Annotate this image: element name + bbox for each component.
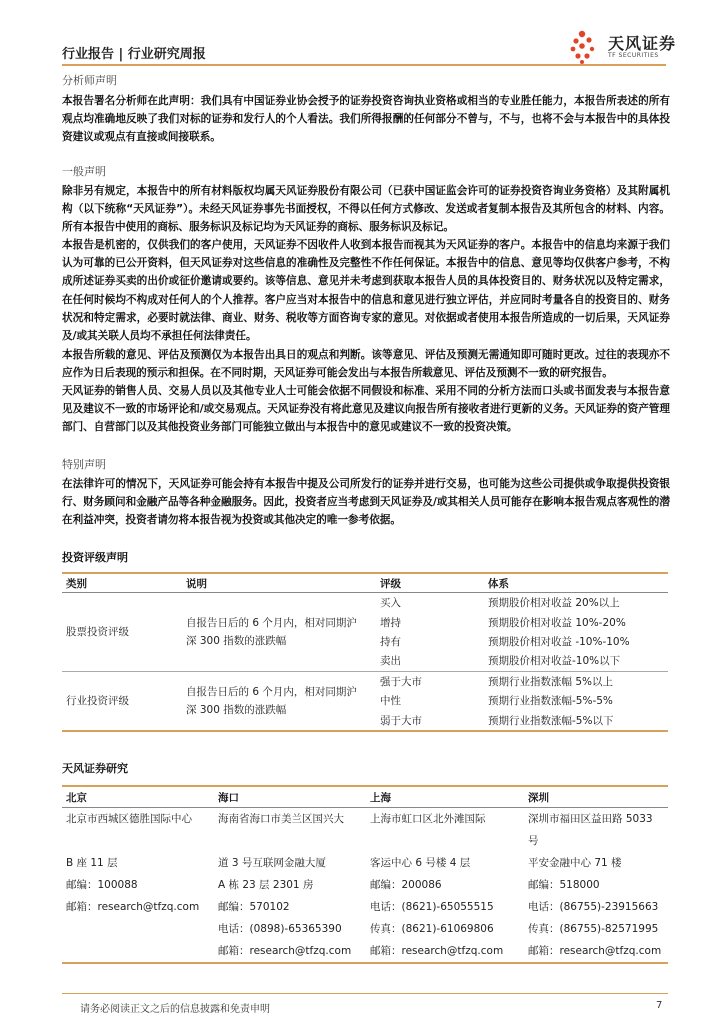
- contact-cell: 邮编：200086: [370, 879, 442, 891]
- rating-description: [182, 671, 376, 731]
- research-section-title: 天风证券研究: [62, 762, 128, 775]
- rating-description-line: 深 300 指数的涨跌幅: [186, 703, 287, 716]
- rating-category: 股票投资评级: [62, 593, 182, 672]
- rating-description-line: 自报告日后的 6 个月内，相对同期沪: [186, 685, 357, 698]
- rating-level: 卖出: [376, 651, 484, 671]
- contact-cell: 邮箱：research@tfzq.com: [366, 940, 524, 963]
- city-header-shanghai: 上海: [366, 786, 524, 808]
- contact-cell: 平安金融中心 71 楼: [528, 857, 622, 869]
- contact-cell: 道 3 号互联网金融大厦: [218, 857, 326, 869]
- city-header-haikou: 海口: [214, 786, 366, 808]
- general-statement-title: 一般声明: [62, 165, 106, 178]
- contact-header-row: [62, 786, 668, 808]
- footer-disclaimer: 请务必阅读正文之后的信息披露和免责申明: [80, 1004, 270, 1015]
- contact-cell: 海南省海口市美兰区国兴大: [218, 813, 344, 825]
- rating-level: 中性: [380, 695, 401, 708]
- contact-cell: 邮编：518000: [528, 879, 600, 891]
- general-statement-p3: 本报告所载的意见、评估及预测仅为本报告出具日的观点和判断。该等意见、评估及预测无需通知即可随时更改。过往的表现亦不应作为日后表现的预示和担保。在不同时期，天风证券可能会发出与本报告所载意见、评估及预测不一致的研究报告。: [62, 349, 670, 380]
- rating-description-line: 深 300 指数的涨跌幅: [186, 634, 287, 647]
- rating-row: [62, 671, 668, 691]
- contact-cell: 电话：(86755)-23915663: [528, 901, 659, 913]
- general-statement-p1: 除非另有规定，本报告中的所有材料版权均属天风证券股份有限公司（已获中国证监会许可的证券投资咨询业务资格）及其附属机构（以下统称“天风证券”）。未经天风证券事先书面授权，不得以任何方式修改、发送或者复制本报告及其所包含的材料、内容。所有本报告中使用的商标、服务标识及标记均为天风证券的商标、服务标识及标记。: [62, 185, 670, 234]
- contact-cell: [62, 918, 214, 940]
- contact-cell: 邮编：570102: [218, 901, 290, 913]
- page-number: 7: [656, 1000, 663, 1011]
- rating-row: [62, 593, 668, 613]
- general-statement-p2: 本报告是机密的，仅供我们的客户使用，天风证券不因收件人收到本报告而视其为天风证券的客户。本报告中的信息均来源于我们认为可靠的已公开资料，但天风证券对这些信息的准确性及完整性不作任何保证。本报告中的信息、意见等均仅供客户参考，不构成所述证券买卖的出价或征价邀请或要约。该等信息、意见并未考虑到获取本报告人员的具体投资目的、财务状况以及特定需求，在任何时候均不构成对任何人的个人推荐。客户应当对本报告中的信息和意见进行独立评估，并应同时考量各自的投资目的、财务状况和特定需求，必要时就法律、商业、财务、税收等方面咨询专家的意见。对依据或者使用本报告所造成的一切后果，天风证券及/或其关联人员均不承担任何法律责任。: [62, 239, 670, 343]
- rating-system: 预期股价相对收益 -10%-10%: [488, 635, 630, 648]
- contact-row: [62, 918, 668, 940]
- rating-level: 增持: [380, 616, 401, 629]
- logo-text: 天风证券: [608, 34, 677, 53]
- rating-header-system: 体系: [484, 573, 668, 593]
- contact-cell: 北京市西城区德胜国际中心: [66, 813, 192, 825]
- contact-row: [62, 940, 668, 963]
- rating-system: 预期股价相对收益 10%-20%: [488, 616, 626, 629]
- contact-row: [62, 896, 668, 918]
- rating-table: [62, 572, 668, 732]
- rating-description-line: 自报告日后的 6 个月内，相对同期沪: [186, 616, 357, 629]
- special-statement-body: 在法律许可的情况下，天风证券可能会持有本报告中提及公司所发行的证券并进行交易，也可能为这些公司提供或争取提供投资银行、财务顾问和金融产品等各种金融服务。因此，投资者应当考虑到天风证券及/或其相关人员可能存在影响本报告观点客观性的潜在利益冲突，投资者请勿将本报告视为投资或其他决定的唯一参考依据。: [62, 478, 670, 527]
- contact-cell: 邮编：100088: [66, 879, 138, 891]
- contact-cell: 电话：(0898)-65365390: [218, 923, 342, 935]
- rating-system: 预期股价相对收益-10%以下: [484, 651, 668, 671]
- footer-divider: [62, 993, 668, 994]
- contact-cell: 邮箱：research@tfzq.com: [66, 901, 200, 913]
- rating-level: 买入: [380, 597, 401, 610]
- contact-cell: 传真：(86755)-82571995: [528, 923, 659, 935]
- contact-cell: 邮箱：research@tfzq.com: [214, 940, 366, 963]
- contact-cell: 客运中心 6 号楼 4 层: [370, 857, 471, 869]
- city-header-beijing: 北京: [62, 786, 214, 808]
- rating-header-rating: 评级: [376, 573, 484, 593]
- contact-cell: B 座 11 层: [66, 857, 118, 869]
- rating-level: 强于大市: [380, 675, 422, 688]
- analyst-statement-title: 分析师声明: [62, 74, 117, 87]
- analyst-statement-body: 本报告署名分析师在此声明：我们具有中国证券业协会授予的证券投资咨询执业资格或相当的专业胜任能力，本报告所表述的所有观点均准确地反映了我们对标的证券和发行人的个人看法。我们所得报酬的任何部分不曾与，不与，也将不会与本报告中的具体投资建议或观点有直接或间接联系。: [62, 95, 670, 144]
- city-header-shenzhen: 深圳: [524, 786, 668, 808]
- contact-cell: 上海市虹口区北外滩国际: [370, 813, 486, 825]
- contact-cell: 传真：(8621)-61069806: [370, 923, 494, 935]
- rating-level: 持有: [380, 635, 401, 648]
- rating-system: 预期行业指数涨幅-5%-5%: [488, 695, 613, 708]
- general-statement-p4: 天风证券的销售人员、交易人员以及其他专业人士可能会依据不同假设和标准、采用不同的分析方法而口头或书面发表与本报告意见及建议不一致的市场评论和/或交易观点。天风证券没有将此意见及建议向报告所有接收者进行更新的义务。天风证券的资产管理部门、自营部门以及其他投资业务部门可能独立做出与本报告中的意见或建议不一致的投资决策。: [62, 385, 670, 434]
- rating-description: [182, 593, 376, 672]
- rating-header-category: 类别: [62, 573, 182, 593]
- rating-category: 行业投资评级: [62, 671, 182, 731]
- rating-section-title: 投资评级声明: [62, 551, 128, 564]
- report-type-label: 行业报告 | 行业研究周报: [62, 47, 206, 62]
- contact-row: [62, 874, 668, 896]
- logo-subtext: TF SECURITIES: [608, 52, 659, 59]
- contact-cell: 电话：(8621)-65055515: [370, 901, 494, 913]
- rating-system: 预期行业指数涨幅-5%以下: [484, 710, 668, 730]
- rating-system: 预期股价相对收益 20%以上: [488, 597, 620, 610]
- special-statement-title: 特别声明: [62, 458, 106, 471]
- rating-level: 弱于大市: [376, 710, 484, 730]
- rating-system: 预期行业指数涨幅 5%以上: [488, 675, 613, 688]
- contact-row: [62, 852, 668, 874]
- rating-table-header: [62, 573, 668, 593]
- header-divider: [62, 64, 666, 66]
- rating-header-desc: 说明: [182, 573, 376, 593]
- contact-cell: [62, 940, 214, 963]
- research-contact-table: [62, 785, 668, 964]
- contact-cell: 深圳市福田区益田路 5033 号: [528, 813, 653, 847]
- contact-row: [62, 808, 668, 853]
- contact-cell: 邮箱：research@tfzq.com: [524, 940, 668, 963]
- contact-cell: A 栋 23 层 2301 房: [218, 879, 314, 891]
